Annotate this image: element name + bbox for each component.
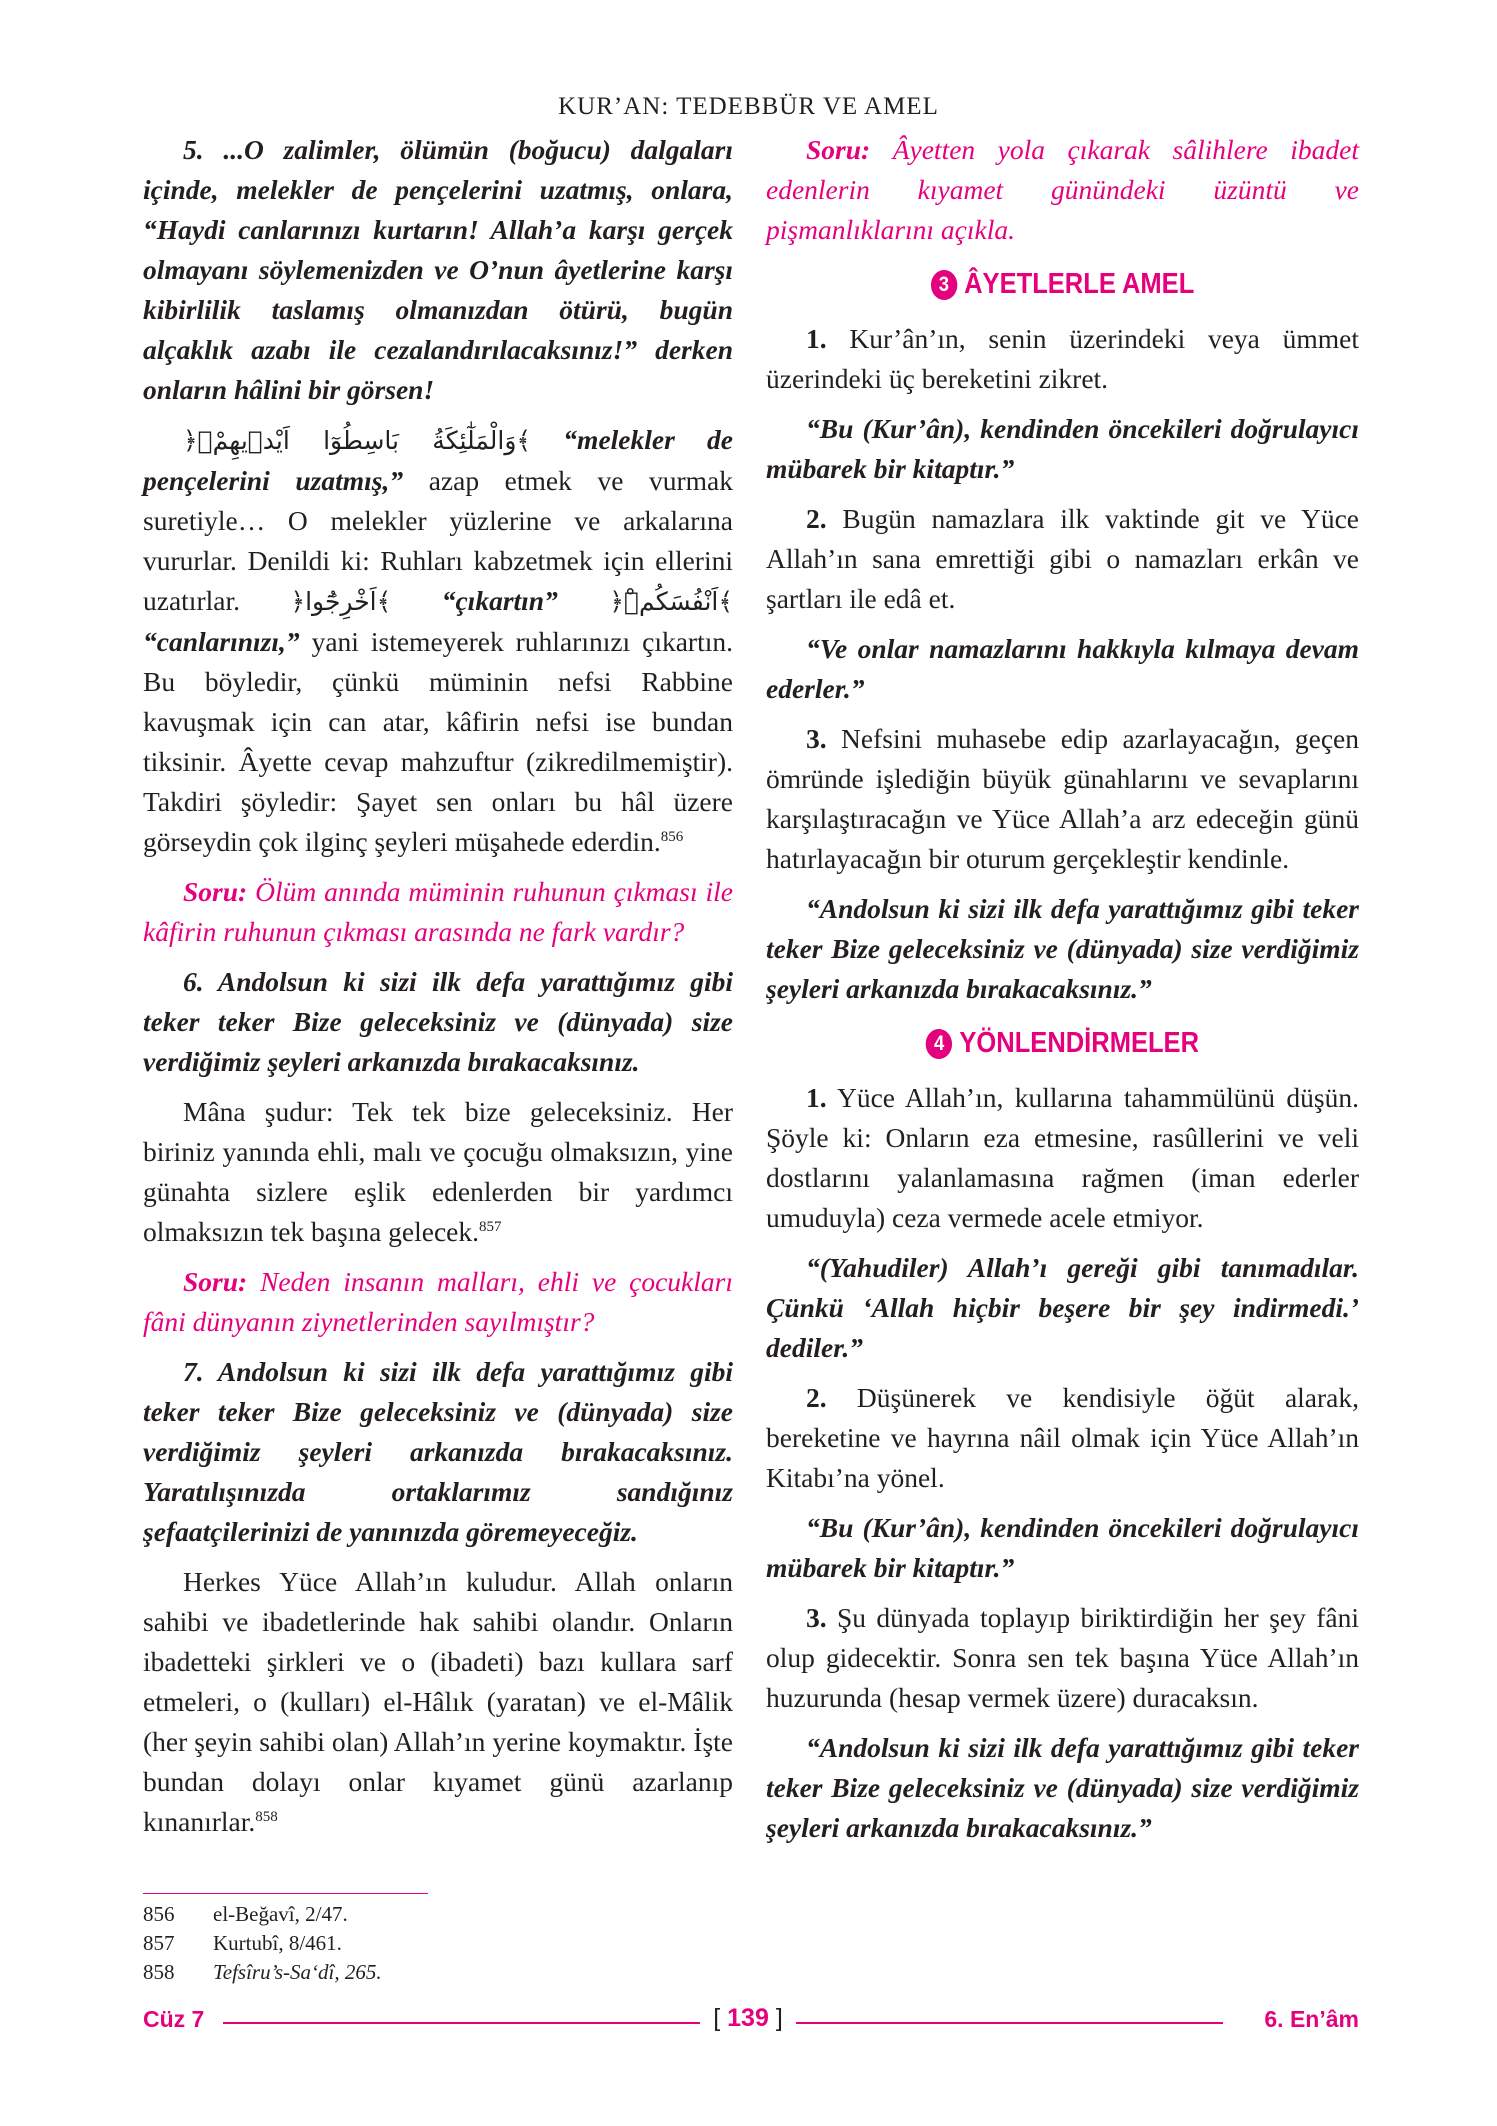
footnote-text: el-Beğavî, 2/47. <box>213 1902 348 1926</box>
footnote-ref: 858 <box>255 1808 278 1825</box>
question-label: Soru: <box>183 1266 248 1297</box>
commentary-text: azap etmek ve vurmak suretiyle… O melekler yüzlerine ve arkalarına vururlar. Denildi ki: Ruhları kabzetmek için ellerini uzatırlar. <box>143 465 733 616</box>
item-text: Yüce Allah’ın, kullarına tahammülünü düşün. Şöyle ki: Onların eza etmesine, rasûllerini ve veli dostlarını yalanlamasına rağmen (iman ederler umuduyla) ceza vermede acele etmiyor. <box>766 1082 1359 1233</box>
footer-rule-right <box>796 2022 1223 2024</box>
arabic-phrase: ﴿اَخْرِجُٓوا﴾ <box>290 587 392 616</box>
footnote-ref: 857 <box>479 1218 502 1235</box>
footnote-text: Kurtubî, 8/461. <box>213 1931 342 1955</box>
question-text: Âyetten yola çıkarak sâlihlere ibadet edenlerin kıyamet günündeki üzüntü ve pişmanlıklarını açıkla. <box>766 134 1359 245</box>
item-number: 3. <box>806 1602 827 1633</box>
footnote-number: 858 <box>143 1960 175 1984</box>
item-number: 2. <box>806 503 827 534</box>
footnote-divider <box>143 1893 428 1894</box>
yonlendirme-quote-1: “(Yahudiler) Allah’ı gereği gibi tanımadılar. Çünkü ‘Allah hiçbir beşere bir şey indirmedi.’ dediler.” <box>766 1252 1359 1363</box>
tafsir-verse-5 <box>143 420 733 862</box>
arabic-phrase: ﴿اَنْفُسَكُمْۜ﴾ <box>557 587 734 616</box>
question-text: Ölüm anında müminin ruhunun çıkması ile kâfirin ruhunun çıkması arasında ne fark vardır? <box>143 876 733 947</box>
question-label: Soru: <box>806 134 871 165</box>
amel-item-2 <box>766 499 1359 619</box>
yonlendirme-item-1 <box>766 1078 1359 1238</box>
footnote-text: Tefsîru’s-Sa‘dî, 265. <box>213 1960 382 1984</box>
footer-rule-left <box>223 2022 700 2024</box>
question-2 <box>143 1262 733 1342</box>
item-text: Bugün namazlara ilk vaktinde git ve Yüce Allah’ın sana emrettiği gibi o namazları erkân ve şartları ile edâ et. <box>766 503 1359 614</box>
running-header: KUR’AN: TEDEBBÜR VE AMEL <box>558 93 939 120</box>
question-label: Soru: <box>183 876 248 907</box>
amel-quote-2: “Ve onlar namazlarını hakkıyla kılmaya devam ederler.” <box>766 633 1359 704</box>
tafsir-verse-7 <box>143 1562 733 1842</box>
item-text: Nefsini muhasebe edip azarlayacağın, geçen ömründe işlediğin büyük günahlarını ve sevaplarını karşılaştıracağın ve Yüce Allah’a arz edeceğin günü hatırlayacağın bir oturum gerçekleştir kendinle. <box>766 723 1359 874</box>
item-number: 1. <box>806 323 827 354</box>
translation-phrase: “çıkartın” <box>391 585 558 616</box>
right-column <box>766 130 1359 1858</box>
item-text: Düşünerek ve kendisiyle öğüt alarak, bereketine ve hayrına nâil olmak için Yüce Allah’ın Kitabı’na yönel. <box>766 1382 1359 1493</box>
item-number: 3. <box>806 723 827 754</box>
amel-item-1 <box>766 319 1359 399</box>
question-text: Neden insanın malları, ehli ve çocukları fâni dünyanın ziynetlerinden sayılmıştır? <box>143 1266 733 1337</box>
footnotes <box>143 1900 733 1987</box>
yonlendirme-item-3 <box>766 1598 1359 1718</box>
yonlendirme-quote-2: “Bu (Kur’ân), kendinden öncekileri doğrulayıcı mübarek bir kitaptır.” <box>766 1512 1359 1583</box>
left-column <box>143 130 733 1852</box>
verse-7: 7. Andolsun ki sizi ilk defa yarattığımız gibi teker teker Bize geleceksiniz ve (dünyada) size verdiğimiz şeyleri arkanızda bırakacaksınız. Yaratılışınızda ortaklarımız sandığınız şefaatçilerinizi de yanınızda göremeyeceğiz. <box>143 1356 733 1547</box>
page-bracket-close: ] <box>775 2004 783 2032</box>
verse-6: 6. Andolsun ki sizi ilk defa yarattığımız gibi teker teker Bize geleceksiniz ve (dünyada) size verdiğimiz şeyleri arkanızda bırakacaksınız. <box>143 966 733 1077</box>
section-title: YÖNLENDİRMELER <box>959 1027 1200 1059</box>
verse-5: 5. ...O zalimler, ölümün (boğucu) dalgaları içinde, melekler de pençelerini uzatmış, onlara, “Haydi canlarınızı kurtarın! Allah’a karşı gerçek olmayanı söylemenizden ve O’nun âyetlerine karşı kibirlilik taslamış olmanızdan ötürü, bugün alçaklık azabı ile cezalandırılacaksınız!” derken onların hâlini bir görsen! <box>143 134 733 405</box>
amel-quote-1: “Bu (Kur’ân), kendinden öncekileri doğrulayıcı mübarek bir kitaptır.” <box>766 413 1359 484</box>
commentary-text: Herkes Yüce Allah’ın kuludur. Allah onların sahibi ve ibadetlerinde hak sahibi olandır. Onların ibadetteki şirkleri ve o (ibadeti) bazı kullara sarf etmeleri, o (kulları) el-Hâlık (yaratan) ve el-Mâlik (her şeyin sahibi olan) Allah’ın yerine koymaktır. İşte bundan dolayı onlar kıyamet günü azarlanıp kınanırlar. <box>143 1566 733 1837</box>
yonlendirme-item-2 <box>766 1378 1359 1498</box>
commentary-text: yani istemeyerek ruhlarınızı çıkartın. Bu böyledir, çünkü müminin nefsi Rabbine kavuşmak için can atar, kâfirin nefsi ise bundan tiksinir. Âyette cevap mahzuftur (zikredilmemiştir). Takdiri şöyledir: Şayet sen onları bu hâl üzere görseydin çok ilginç şeyleri müşahede ederdin. <box>143 626 733 857</box>
footnote-ref: 856 <box>660 828 684 845</box>
page-footer <box>143 2004 1359 2040</box>
question-3 <box>766 130 1359 250</box>
item-number: 1. <box>806 1082 827 1113</box>
footnote <box>143 1958 733 1987</box>
translation-phrase: “canlarınızı,” <box>143 626 300 657</box>
yonlendirme-quote-3: “Andolsun ki sizi ilk defa yarattığımız gibi teker teker Bize geleceksiniz ve (dünyada) size verdiğimiz şeyleri arkanızda bırakacaksınız.” <box>766 1732 1359 1843</box>
question-1 <box>143 872 733 952</box>
footnote <box>143 1929 733 1958</box>
item-number: 2. <box>806 1382 827 1413</box>
sura-label: 6. En’âm <box>1264 2006 1359 2032</box>
commentary-text: Mâna şudur: Tek tek bize geleceksiniz. Her biriniz yanında ehli, malı ve çocuğu olmaksızın, yine günahta sizlere eşlik edenlerden bir yardımcı olmaksızın tek başına gelecek. <box>143 1096 733 1247</box>
section-number-badge: 3 <box>931 270 957 300</box>
item-text: Şu dünyada toplayıp biriktirdiğin her şey fâni olup gidecektir. Sonra sen tek başına Yüce Allah’ın huzurunda (hesap vermek üzere) duracaksın. <box>766 1602 1359 1713</box>
section-number-badge: 4 <box>926 1029 952 1059</box>
footnote <box>143 1900 733 1929</box>
amel-item-3 <box>766 719 1359 879</box>
amel-quote-3: “Andolsun ki sizi ilk defa yarattığımız gibi teker teker Bize geleceksiniz ve (dünyada) size verdiğimiz şeyleri arkanızda bırakacaksınız.” <box>766 893 1359 1004</box>
arabic-phrase: ﴿وَالْمَلٰٓئِكَةُ بَاسِطُوٓا اَيْد۪يهِمْۚ﴾ <box>183 426 532 455</box>
section-heading-yonlendirmeler <box>802 1027 1324 1060</box>
footnote-number: 857 <box>143 1931 175 1955</box>
page-bracket-open: [ <box>713 2004 721 2032</box>
item-text: Kur’ân’ın, senin üzerindeki veya ümmet üzerindeki üç bereketini zikret. <box>766 323 1359 394</box>
page-number-value: 139 <box>727 2004 769 2032</box>
section-heading-ayetlerle-amel <box>802 268 1324 301</box>
translation-phrase: “melekler de pençelerini uzatmış,” <box>143 424 733 496</box>
section-title: ÂYETLERLE AMEL <box>964 268 1195 300</box>
footnote-number: 856 <box>143 1902 175 1926</box>
page-number <box>708 2004 788 2033</box>
juz-label: Cüz 7 <box>143 2006 205 2032</box>
tafsir-verse-6 <box>143 1092 733 1252</box>
